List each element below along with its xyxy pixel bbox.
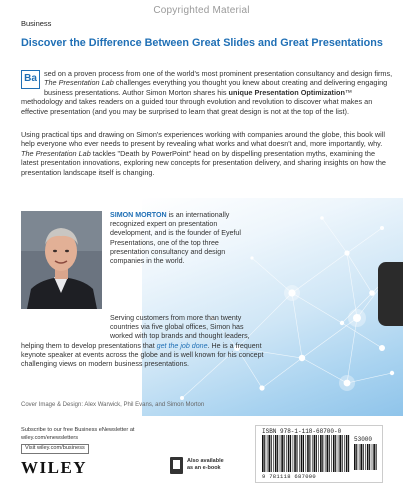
author-name: SIMON MORTON (110, 211, 167, 219)
ebook-line2: as an e-book (187, 465, 221, 471)
para2-text-a: Using practical tips and drawing on Simon's experiences working with companies around the globe, this book will help everyone who ever needs to present by revealing what works and what doesn't and, more importantly, why. (21, 130, 385, 149)
job-done-link: get the job done (156, 341, 208, 350)
isbn-text: ISBN 978-1-118-68700-0 (262, 428, 342, 435)
bio2-rest: helping them to develop presentations that (21, 341, 157, 350)
ebook-icon (170, 457, 183, 474)
bio2-first: Serving customers from more than twenty countries via five global offices, Simon has worked with top brands and thought leaders, (110, 314, 250, 341)
headline: Discover the Difference Between Great Slides and Great Presentations (21, 37, 383, 49)
ebook-line1: Also available (187, 458, 224, 464)
intro-bold-term: unique Presentation Optimization (228, 87, 345, 97)
ebook-badge (170, 457, 240, 477)
cover-credit: Cover Image & Design: Alex Warwick, Phil Evans, and Simon Morton (21, 402, 205, 408)
intro-book-title: The Presentation Lab (44, 78, 114, 88)
newsletter-block (21, 427, 134, 454)
intro-text-mid: challenges everything you thought you knew about creating and delivering engaging business presentations. Author Simon Morton shares his (44, 78, 388, 97)
para2-text-b: tackles "Death by PowerPoint" head on by dispelling presentation myths, examining the latest presentation innovations, exploring new concepts for presentation delivery, and sharing insights on how the presentation landscape itself is changing. (21, 148, 386, 177)
author-bio (110, 211, 250, 266)
author-bio-text: is an internationally recognized expert on presentation development, and is the founder of Eyeful Presentations, one of the top three presentation consultancy and design companies in the world. (110, 211, 241, 266)
wiley-logo: WILEY (21, 458, 88, 477)
category-label: Business (21, 19, 52, 28)
price-barcode-icon (354, 444, 378, 470)
intro-text-end: ™ methodology and takes readers on a guided tour through evolution and revolution to discover what makes an effective presentation (and you may be surprised to learn that great design is not at the top of the list). (21, 87, 373, 116)
watermark: Copyrighted Material (153, 5, 250, 16)
author-photo (21, 211, 102, 309)
barcode-digits: 9 781118 687000 (262, 473, 317, 480)
dark-side-tab (378, 262, 403, 326)
newsletter-line1: Subscribe to our free Business eNewsletter at (21, 427, 135, 433)
bio2-end: . He is a frequent keynote speaker at events across the globe and is well known for his concept challenging views on modern business presentations. (21, 341, 264, 369)
visit-business-link[interactable]: Visit wiley.com/business (21, 444, 89, 454)
ba-logo: Ba (21, 70, 40, 89)
para2-book-title: The Presentation Lab (21, 148, 91, 158)
author-bio-continued (21, 314, 271, 369)
newsletter-line2[interactable]: wiley.com/enewsletters (21, 434, 79, 441)
intro-paragraph (21, 69, 393, 116)
price-code: 53000 (354, 436, 373, 443)
barcode-box (255, 425, 383, 483)
barcode-icon (262, 435, 350, 472)
intro-text-start: sed on a proven process from one of the world's most prominent presentation consultancy and design firms, (44, 69, 393, 78)
second-paragraph (21, 130, 393, 177)
